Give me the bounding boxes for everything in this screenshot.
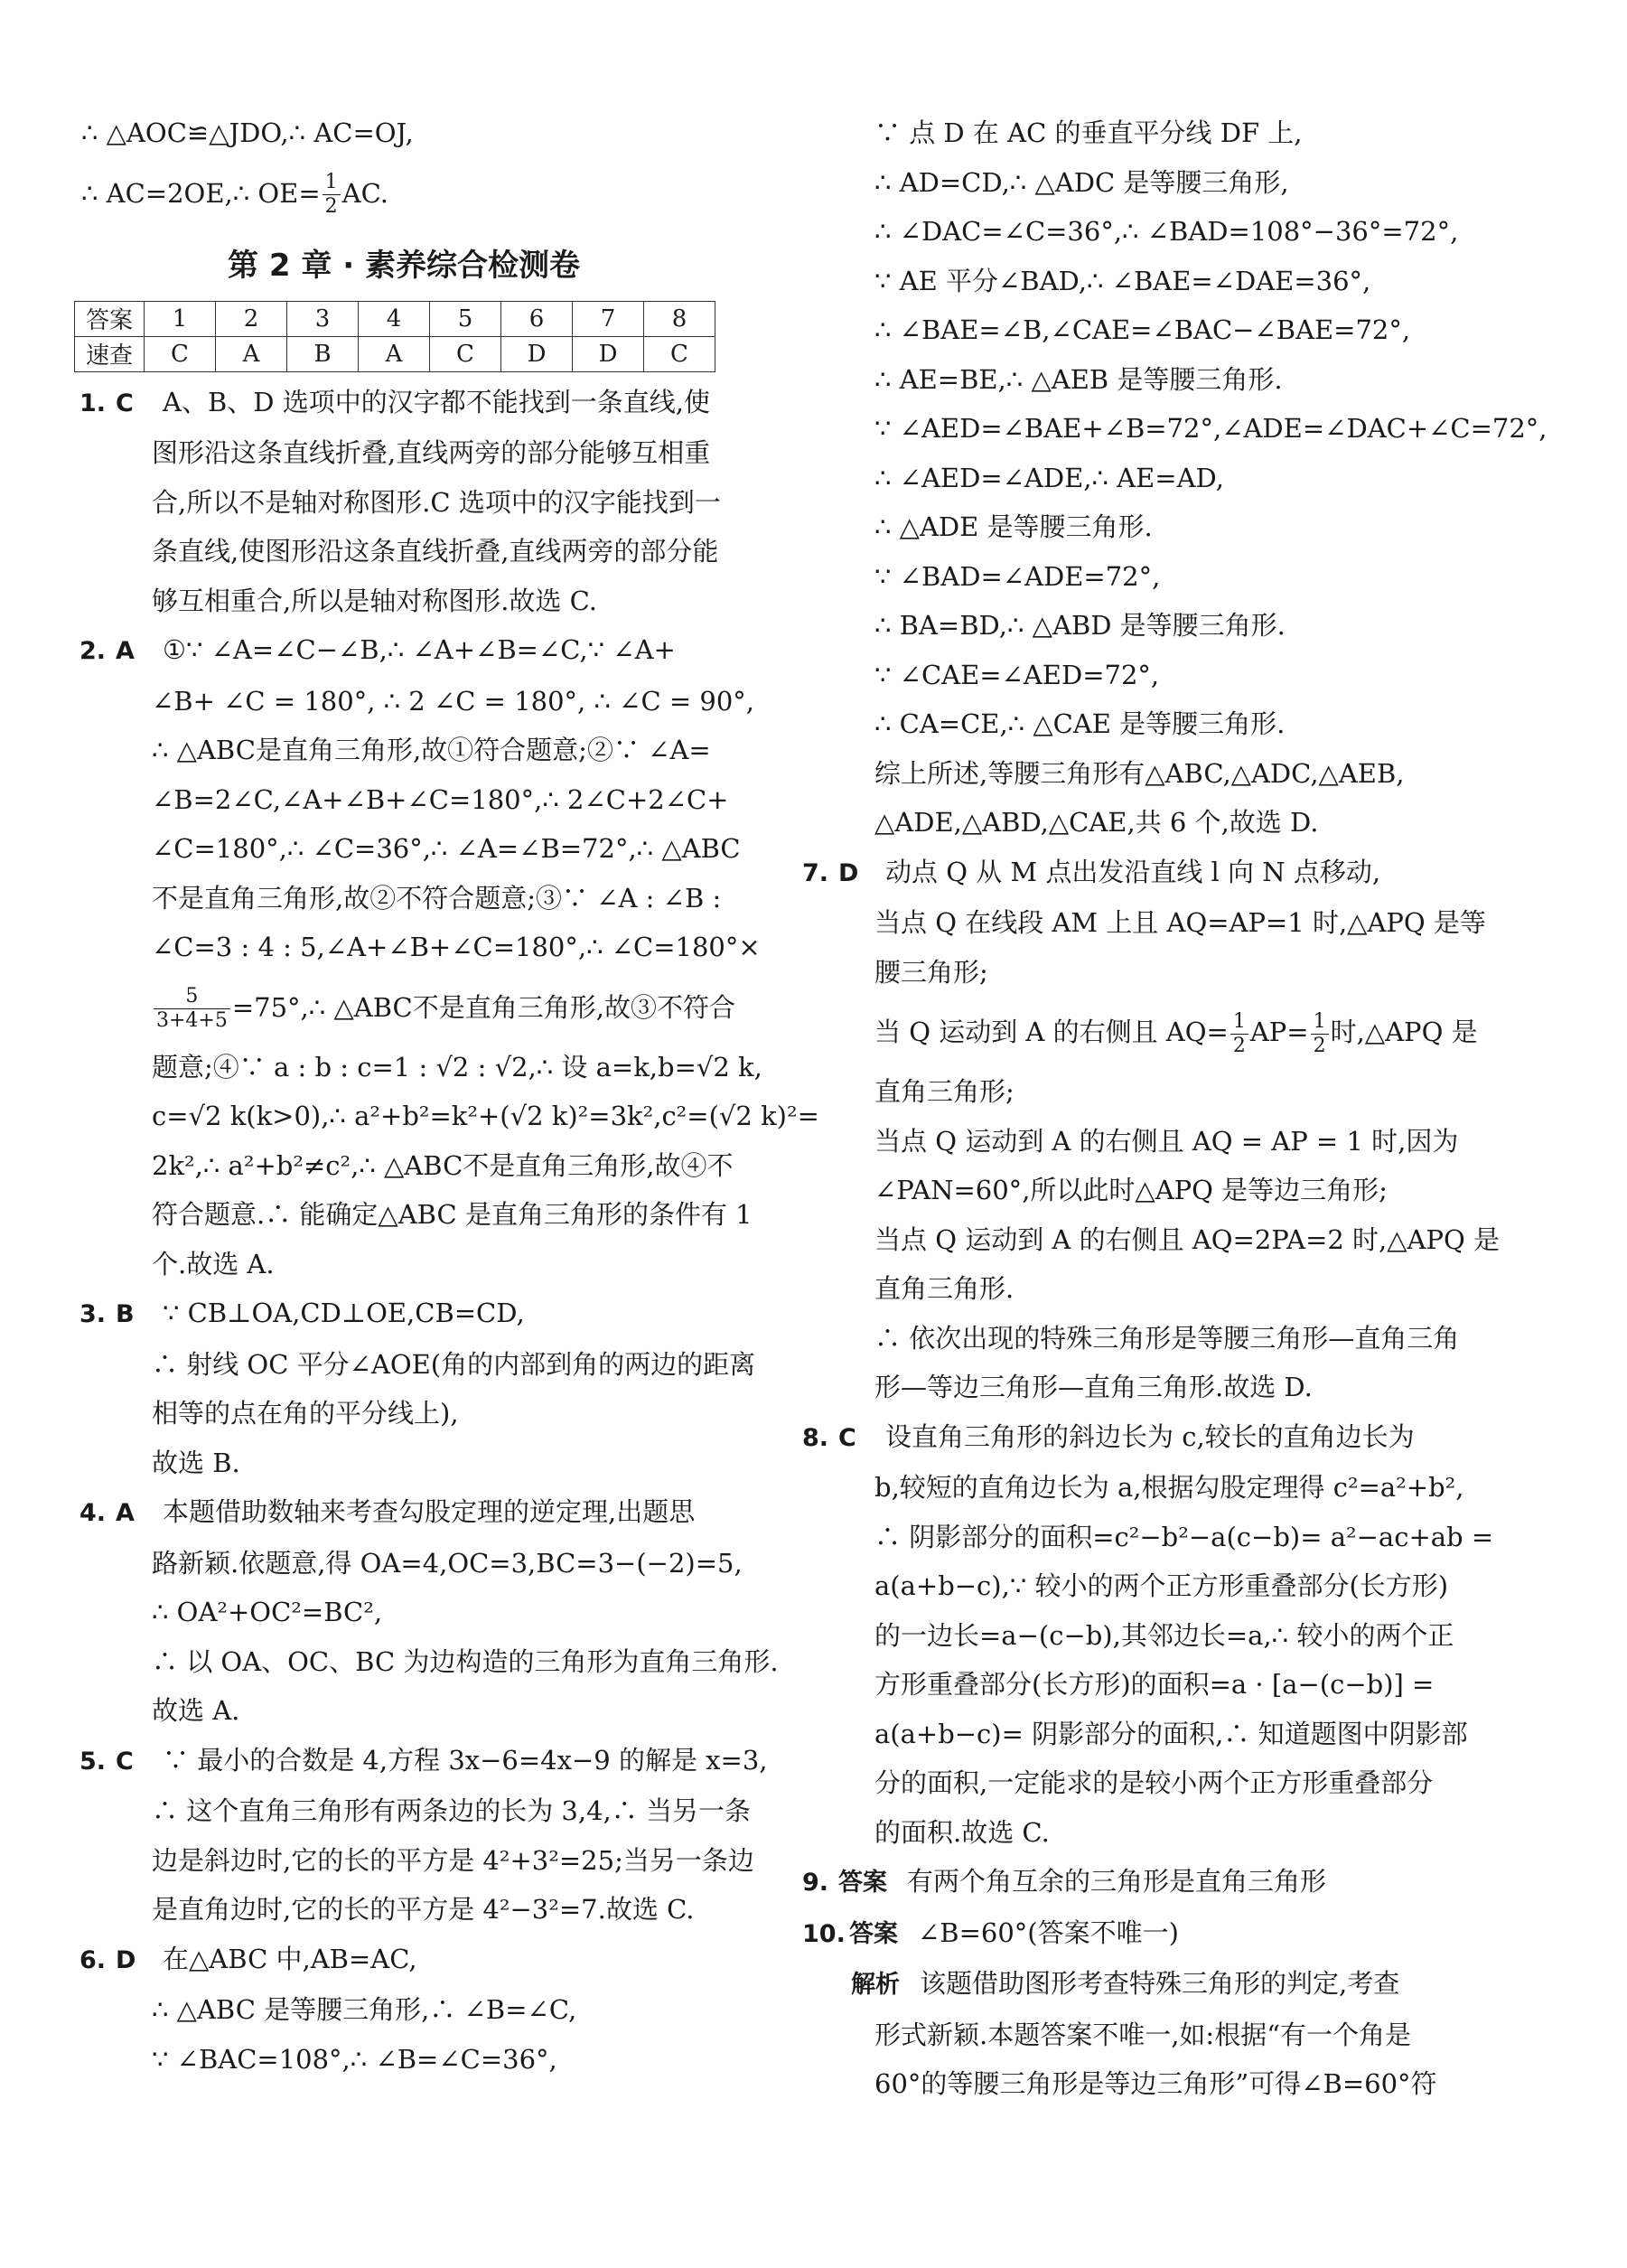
question-answer: C (838, 1423, 856, 1452)
text-line: 题意;④∵ a : b : c=1 : √2 : √2,∴ 设 a=k,b=√2 k, (152, 1051, 762, 1082)
table-cell: 4 (359, 301, 430, 336)
text-line: ∵ ∠BAD=∠ADE=72°, (874, 560, 1161, 592)
text-line: ∴ △ADE 是等腰三角形. (874, 511, 1153, 542)
text-line: 7. D 动点 Q 从 M 点出发沿直线 l 向 N 点移动, (797, 848, 1465, 899)
text-line: 分的面积,一定能求的是较小两个正方形重叠部分 (874, 1767, 1434, 1798)
text-line: 相等的点在角的平分线上), (152, 1398, 459, 1429)
analysis-label: 解析 (851, 1971, 900, 1999)
answer-label: 答案 (838, 1869, 887, 1897)
text-line: 当点 Q 运动到 A 的右侧且 AQ = AP = 1 时,因为 (874, 1125, 1459, 1157)
text-line: ∵ ∠CAE=∠AED=72°, (874, 659, 1160, 690)
question-number: 5. (79, 1747, 107, 1776)
text-line: 是直角边时,它的长的平方是 4²−3²=7.故选 C. (152, 1894, 695, 1925)
text-line: 不是直角三角形,故②不符合题意;③∵ ∠A : ∠B : (152, 882, 722, 914)
text-line: ∴ AE=BE,∴ △AEB 是等腰三角形. (874, 363, 1283, 395)
table-cell: 3 (287, 301, 359, 336)
text-line: ∵ ∠BAC=108°,∴ ∠B=∠C=36°, (152, 2043, 557, 2075)
text-line: ∠PAN=60°,所以此时△APQ 是等边三角形; (874, 1175, 1388, 1205)
text-line: ∠B=2∠C,∠A+∠B+∠C=180°,∴ 2∠C+2∠C+ (152, 783, 729, 815)
text-line: 当点 Q 运动到 A 的右侧且 AQ=2PA=2 时,△APQ 是 (874, 1223, 1501, 1255)
text-line: 边是斜边时,它的长的平方是 4²+3²=25;当另一条边 (152, 1844, 754, 1876)
text-line: ∴ CA=CE,∴ △CAE 是等腰三角形. (874, 708, 1286, 739)
text-line: ∴ BA=BD,∴ △ABD 是等腰三角形. (874, 610, 1286, 641)
text-line: $\frac{5}{3+4+5}$ =75°,∴ △ABC不是直角三角形,故③不符合 (74, 972, 734, 1043)
answer-table-header-row (75, 301, 715, 336)
question-3 (74, 1289, 756, 1487)
table-cell: 1 (145, 301, 216, 336)
text-line: ∵ 点 D 在 AC 的垂直平分线 DF 上, (874, 117, 1303, 148)
text-line: 当点 Q 在线段 AM 上且 AQ=AP=1 时,△APQ 是等 (874, 907, 1486, 938)
question-8 (797, 1412, 1494, 1858)
text-line: 2. A ①∵ ∠A=∠C−∠B,∴ ∠A+∠B=∠C,∵ ∠A+ (74, 625, 734, 677)
text-line: ∠C=180°,∴ ∠C=36°,∴ ∠A=∠B=72°,∴ △ABC (152, 833, 741, 864)
question-answer: A (116, 637, 135, 665)
table-cell: B (287, 336, 359, 371)
question-answer: B (116, 1300, 135, 1328)
text-line: 1. C A、B、D 选项中的汉字都不能找到一条直线,使 (74, 378, 734, 429)
text-line: ∴ ∠DAC=∠C=36°,∴ ∠BAD=108°−36°=72°, (874, 216, 1459, 247)
text-line: ∴ △ABC是直角三角形,故①符合题意;②∵ ∠A= (152, 735, 711, 765)
question-number: 2. (79, 637, 107, 665)
question-6-continued (797, 108, 1548, 848)
text-line: ∴ ∠AED=∠ADE,∴ AE=AD, (874, 462, 1224, 493)
text-line: △ADE,△ABD,△CAE,共 6 个,故选 D. (874, 807, 1319, 838)
text-line: 8. C 设直角三角形的斜边长为 c,较长的直角边长为 (797, 1412, 1465, 1464)
answer-table-answer-row (75, 336, 715, 371)
text-line: 图形沿这条直线折叠,直线两旁的部分能够互相重 (152, 437, 711, 468)
table-header: 答案 (75, 301, 145, 336)
text-line: 合,所以不是轴对称图形.C 选项中的汉字能找到一 (152, 486, 721, 518)
text-line: 直角三角形. (874, 1273, 1015, 1304)
text-line: 6. D 在△ABC 中,AB=AC, (74, 1935, 734, 1986)
text-line: ∴ 依次出现的特殊三角形是等腰三角形—直角三角 (874, 1322, 1460, 1354)
text-line: ∴ 以 OA、OC、BC 为边构造的三角形为直角三角形. (152, 1645, 779, 1677)
text-line: c=√2 k(k>0),∴ a²+b²=k²+(√2 k)²=3k²,c²=(√2 k)²= (152, 1101, 819, 1131)
table-cell: D (573, 336, 644, 371)
question-4 (74, 1487, 779, 1736)
text-line: ∵ AE 平分∠BAD,∴ ∠BAE=∠DAE=36°, (874, 265, 1371, 296)
text-line: 故选 A. (152, 1695, 240, 1726)
left-column (74, 108, 819, 2084)
text-line: ∴ △ABC 是等腰三角形,∴ ∠B=∠C, (152, 1994, 577, 2025)
text-line: 个.故选 A. (152, 1248, 275, 1279)
table-cell: 8 (644, 301, 715, 336)
question-answer: D (838, 858, 859, 887)
text-line: 的面积.故选 C. (874, 1816, 1050, 1848)
table-cell: A (359, 336, 430, 371)
text-line: 综上所述,等腰三角形有△ABC,△ADC,△AEB, (874, 757, 1405, 789)
text-line: ∠C=3 : 4 : 5,∠A+∠B+∠C=180°,∴ ∠C=180°× (152, 932, 761, 962)
text-line: 形式新颖.本题答案不唯一,如:根据“有一个角是 (874, 2019, 1412, 2050)
question-number: 4. (79, 1499, 107, 1527)
text-line: 5. C ∵ 最小的合数是 4,方程 3x−6=4x−9 的解是 x=3, (74, 1736, 734, 1787)
table-cell: C (430, 336, 501, 371)
table-cell: 7 (573, 301, 644, 336)
table-cell: 2 (216, 301, 287, 336)
text-line: 条直线,使图形沿这条直线折叠,直线两旁的部分能 (152, 536, 719, 567)
table-cell: 6 (501, 301, 573, 336)
text-line: 形—等边三角形—直角三角形.故选 D. (874, 1372, 1313, 1402)
question-number: 10. (802, 1919, 846, 1948)
table-cell: 5 (430, 301, 501, 336)
fraction: $\frac{1}{2}$ (323, 171, 341, 219)
text-line: a(a+b−c)= 阴影部分的面积,∴ 知道题图中阴影部 (874, 1718, 1468, 1749)
text-line: 故选 B. (152, 1447, 240, 1478)
text-line: 10. 答案 ∠B=60°(答案不唯一) (797, 1908, 1465, 1960)
table-header: 速查 (75, 336, 145, 371)
question-1 (74, 378, 734, 626)
text-line: 符合题意.∴ 能确定△ABC 是直角三角形的条件有 1 (152, 1199, 753, 1230)
question-10 (797, 1908, 1465, 2109)
fraction: $\frac{5}{3+4+5}$ (154, 985, 230, 1033)
text-line: ∵ ∠AED=∠BAE+∠B=72°,∠ADE=∠DAC+∠C=72°, (874, 413, 1548, 444)
text-line: ∴ 射线 OC 平分∠AOE(角的内部到角的两边的距离 (152, 1348, 756, 1380)
question-number: 8. (802, 1423, 829, 1452)
text-line: ∴ △AOC≌△JDO,∴ AC=OJ, (81, 117, 414, 148)
question-answer: D (116, 1945, 136, 1974)
table-cell: D (501, 336, 573, 371)
question-number: 9. (802, 1869, 829, 1897)
question-number: 7. (802, 858, 829, 887)
text-line: 路新颖.依题意,得 OA=4,OC=3,BC=3−(−2)=5, (152, 1547, 743, 1579)
text-line: 腰三角形; (874, 956, 988, 988)
question-number: 6. (79, 1945, 107, 1974)
question-number: 1. (79, 389, 107, 417)
text-line: ∴ 阴影部分的面积=c²−b²−a(c−b)= a²−ac+ab = (874, 1521, 1494, 1552)
text-line: 60°的等腰三角形是等边三角形”可得∠B=60°符 (874, 2068, 1437, 2099)
text-line: ∴ AC=2OE,∴ OE= $\frac{1}{2}$ AC. (81, 171, 388, 218)
question-7 (797, 848, 1501, 1412)
fraction: $\frac{1}{2}$ (1311, 1010, 1329, 1058)
question-9: 9. 答案 有两个角互余的三角形是直角三角形 (797, 1857, 1465, 1908)
question-5 (74, 1736, 768, 1935)
text-line: ∴ OA²+OC²=BC², (152, 1597, 383, 1627)
text-line: ∠B+ ∠C = 180°, ∴ 2 ∠C = 180°, ∴ ∠C = 90°, (152, 685, 754, 717)
right-column (797, 108, 1548, 2109)
text-line: a(a+b−c),∵ 较小的两个正方形重叠部分(长方形) (874, 1570, 1449, 1601)
answer-table (74, 301, 715, 372)
question-answer: C (116, 389, 134, 417)
text-line: 当 Q 运动到 A 的右侧且 AQ= $\frac{1}{2}$ AP= $\frac{1}{2}$ 时,△APQ 是 (874, 1009, 1478, 1057)
text-line: 方形重叠部分(长方形)的面积=a · [a−(c−b)] = (874, 1669, 1435, 1700)
table-cell: A (216, 336, 287, 371)
text-line: ∴ 这个直角三角形有两条边的长为 3,4,∴ 当另一条 (152, 1795, 751, 1826)
section-title: 第 2 章 · 素养综合检测卷 (228, 247, 580, 284)
text-line: 解析 该题借助图形考查特殊三角形的判定,考查 (851, 1968, 1400, 1999)
question-answer: C (116, 1747, 134, 1776)
text-line: 2k²,∴ a²+b²≠c²,∴ △ABC不是直角三角形,故④不 (152, 1149, 734, 1181)
question-answer: A (116, 1499, 135, 1527)
text-line: b,较短的直角边长为 a,根据勾股定理得 c²=a²+b², (874, 1472, 1464, 1503)
answer-label: 答案 (849, 1919, 898, 1948)
question-2 (74, 625, 819, 1289)
fraction: $\frac{1}{2}$ (1230, 1010, 1248, 1058)
question-6 (74, 1935, 734, 2085)
text-line: 的一边长=a−(c−b),其邻边长=a,∴ 较小的两个正 (874, 1619, 1454, 1651)
text-line: ∴ ∠BAE=∠B,∠CAE=∠BAC−∠BAE=72°, (874, 314, 1411, 345)
text-line: 3. B ∵ CB⊥OA,CD⊥OE,CB=CD, (74, 1289, 734, 1340)
text-line: ∴ AD=CD,∴ △ADC 是等腰三角形, (874, 166, 1289, 198)
text-line: 直角三角形; (874, 1076, 1015, 1107)
question-number: 3. (79, 1300, 107, 1328)
text-line: 够互相重合,所以是轴对称图形.故选 C. (152, 585, 598, 616)
table-cell: C (644, 336, 715, 371)
table-cell: C (145, 336, 216, 371)
text-line: 4. A 本题借助数轴来考查勾股定理的逆定理,出题思 (74, 1487, 734, 1539)
